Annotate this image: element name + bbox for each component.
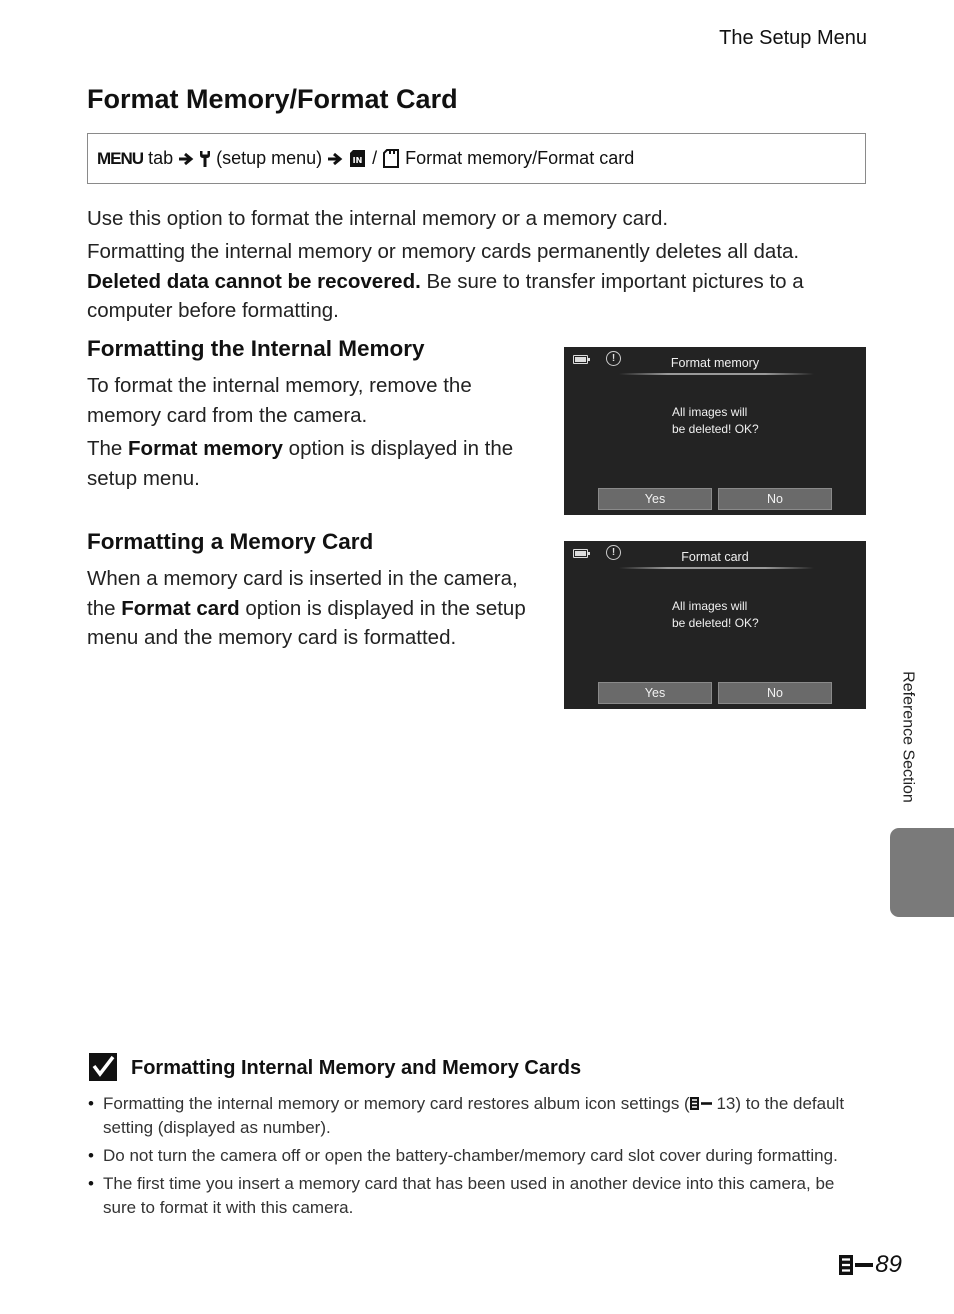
- svg-text:IN: IN: [352, 156, 363, 165]
- arrow-right-icon: [327, 152, 343, 166]
- no-button[interactable]: No: [718, 488, 832, 510]
- reference-section-icon: [839, 1255, 873, 1275]
- wrench-icon: [199, 150, 211, 168]
- list-item: • The first time you insert a memory card that has been used in another device into this camera, be sure to format it with this camera.: [87, 1172, 872, 1220]
- page-number: 89: [839, 1251, 902, 1279]
- reference-section-icon: [690, 1097, 712, 1110]
- screen-message: All images will be deleted! OK?: [672, 405, 759, 436]
- slash: /: [372, 148, 378, 168]
- note-list: [87, 1092, 872, 1224]
- section-heading-internal: Formatting the Internal Memory: [87, 336, 425, 361]
- internal-memory-icon: [348, 149, 367, 168]
- screen-message: All images will be deleted! OK?: [672, 599, 759, 630]
- camera-screen-format-memory: [564, 347, 866, 515]
- running-header: The Setup Menu: [719, 27, 867, 49]
- side-tab-label: Reference Section: [899, 671, 917, 803]
- screen-title: Format card: [681, 550, 749, 564]
- warning-text: Deleted data cannot be recovered.: [87, 269, 421, 293]
- list-item: • Formatting the internal memory or memory card restores album icon settings ( 13) to the default setting (displayed as number).: [87, 1092, 872, 1140]
- menu-path: [87, 133, 866, 184]
- setup-menu-text: (setup menu): [216, 148, 323, 168]
- title-divider: [619, 567, 814, 569]
- note-title: Formatting Internal Memory and Memory Cards: [131, 1057, 582, 1079]
- arrow-right-icon: [178, 152, 194, 166]
- warning-icon: !: [606, 545, 621, 560]
- tab-text: tab: [148, 148, 174, 168]
- menu-item-text: Format memory/Format card: [405, 148, 635, 168]
- side-tab-marker: [890, 828, 954, 917]
- menu-button-label: MENU: [97, 148, 144, 168]
- memory-card-icon: [382, 149, 400, 168]
- section-heading-card: Formatting a Memory Card: [87, 529, 374, 554]
- page-title: Format Memory/Format Card: [87, 84, 458, 114]
- checkmark-note-icon: [89, 1053, 117, 1081]
- list-item: • Do not turn the camera off or open the battery-chamber/memory card slot cover during formatting.: [87, 1144, 872, 1168]
- intro-paragraph-2: Formatting the internal memory or memory cards permanently deletes all data. Deleted data cannot be recovered. Be sure to transfer important pictures to a computer before formatting.: [87, 240, 804, 322]
- internal-paragraph-2: The Format memory option is displayed in the setup menu.: [87, 437, 514, 490]
- no-button[interactable]: No: [718, 682, 832, 704]
- title-divider: [619, 373, 814, 375]
- screen-title: Format memory: [670, 356, 760, 370]
- yes-button[interactable]: Yes: [598, 682, 712, 704]
- camera-screen-format-card: [564, 541, 866, 709]
- yes-button[interactable]: Yes: [598, 488, 712, 510]
- warning-icon: !: [606, 351, 621, 366]
- card-paragraph: When a memory card is inserted in the camera, the Format card option is displayed in the setup menu and the memory card is formatted.: [87, 567, 526, 649]
- intro-paragraph-1: Use this option to format the internal memory or a memory card.: [87, 207, 669, 230]
- internal-paragraph-1: To format the internal memory, remove the memory card from the camera.: [87, 374, 472, 427]
